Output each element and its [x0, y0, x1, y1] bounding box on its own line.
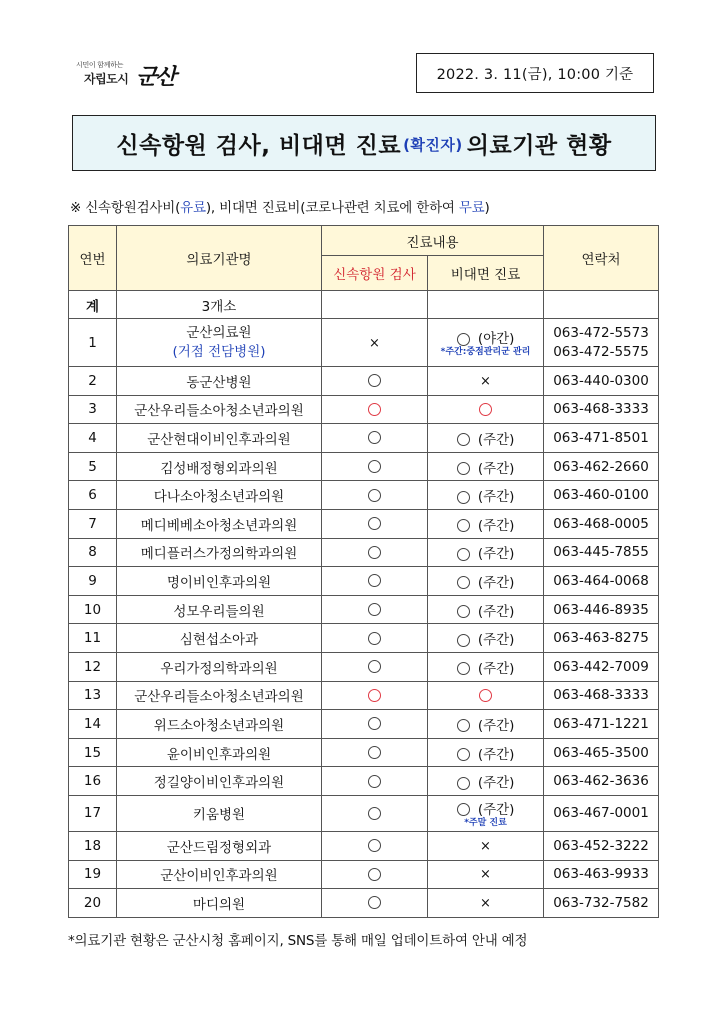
row-phone: 063-442-7009 — [544, 652, 659, 681]
row-phone: 063-463-8275 — [544, 624, 659, 653]
row-test — [322, 595, 428, 624]
row-name: 군산우리들소아청소년과의원 — [117, 395, 322, 424]
test-mark-circle — [368, 460, 381, 473]
row-remote — [428, 395, 544, 424]
test-mark-circle — [368, 546, 381, 559]
remote-mark-circle — [457, 719, 470, 732]
row-no: 20 — [69, 889, 117, 918]
remote-mark-circle — [457, 777, 470, 790]
row-name: 다나소아청소년과의원 — [117, 481, 322, 510]
row-name: 군산드림정형외과 — [117, 831, 322, 860]
remote-mark-circle — [457, 748, 470, 761]
row-no: 10 — [69, 595, 117, 624]
remote-mark-circle — [457, 333, 470, 346]
row-remote — [428, 831, 544, 860]
row-remote — [428, 367, 544, 396]
row-test — [322, 481, 428, 510]
remote-note: *주간:중점관리군 관리 — [440, 347, 531, 357]
row-no: 6 — [69, 481, 117, 510]
test-mark-circle — [368, 746, 381, 759]
row-test — [322, 831, 428, 860]
row-phone: 063-462-2660 — [544, 452, 659, 481]
row-phone: 063-465-3500 — [544, 738, 659, 767]
test-mark-circle — [368, 896, 381, 909]
row-phone: 063-468-3333 — [544, 395, 659, 424]
row-name: 동군산병원 — [117, 367, 322, 396]
row-test — [322, 710, 428, 739]
remote-mark-text: (주간) — [473, 746, 515, 763]
row-no: 5 — [69, 452, 117, 481]
row-phone: 063-446-8935 — [544, 595, 659, 624]
fee-note-paid: 유료 — [180, 200, 206, 216]
row-no: 1 — [69, 319, 117, 367]
row-remote — [428, 624, 544, 653]
test-mark-circle — [368, 660, 381, 673]
row-no: 4 — [69, 424, 117, 453]
table-row — [69, 509, 659, 538]
table-row — [69, 567, 659, 596]
remote-mark-text: (주간) — [473, 489, 515, 506]
test-mark-circle — [368, 574, 381, 587]
row-name: 위드소아청소년과의원 — [117, 710, 322, 739]
table-row — [69, 624, 659, 653]
total-count: 3개소 — [117, 291, 322, 319]
total-empty — [428, 291, 544, 319]
row-test — [322, 538, 428, 567]
row-name-sub: (거점 전담병원) — [172, 343, 266, 360]
test-mark-circle — [368, 632, 381, 645]
row-name: 군산우리들소아청소년과의원 — [117, 681, 322, 710]
row-remote — [428, 681, 544, 710]
test-mark-circle — [368, 839, 381, 852]
table-row — [69, 538, 659, 567]
remote-mark-text: (야간) — [473, 331, 515, 347]
fee-note-part: ), 비대면 진료비(코로나관련 치료에 한하여 — [205, 200, 459, 216]
row-phone: 063-460-0100 — [544, 481, 659, 510]
row-remote — [428, 889, 544, 918]
test-mark-circle — [368, 807, 381, 820]
total-label: 계 — [69, 291, 117, 319]
row-remote — [428, 424, 544, 453]
row-test — [322, 860, 428, 889]
row-remote — [428, 452, 544, 481]
total-empty — [322, 291, 428, 319]
row-remote — [428, 567, 544, 596]
header-test: 신속항원 검사 — [322, 256, 428, 291]
row-remote — [428, 710, 544, 739]
row-test — [322, 681, 428, 710]
row-phone: 063-463-9933 — [544, 860, 659, 889]
row-phone: 063-452-3222 — [544, 831, 659, 860]
remote-mark-text: (주간) — [473, 603, 515, 620]
remote-mark: × — [480, 373, 491, 389]
row-remote — [428, 538, 544, 567]
remote-mark-text: (주간) — [473, 801, 515, 818]
row-name — [117, 319, 322, 367]
remote-mark-text: (주간) — [473, 460, 515, 477]
table-row — [69, 710, 659, 739]
row-test — [322, 424, 428, 453]
remote-mark: × — [480, 838, 491, 854]
remote-note: *주말 진료 — [464, 817, 507, 828]
row-no: 14 — [69, 710, 117, 739]
logo-slogan: 시민이 함께하는 — [76, 61, 124, 69]
remote-mark-text: (주간) — [473, 632, 515, 649]
row-no: 11 — [69, 624, 117, 653]
remote-mark-text: (주간) — [473, 546, 515, 563]
row-remote — [428, 481, 544, 510]
remote-mark-circle — [457, 548, 470, 561]
row-phone: 063-471-1221 — [544, 710, 659, 739]
row-name: 윤이비인후과의원 — [117, 738, 322, 767]
row-phone: 063-464-0068 — [544, 567, 659, 596]
row-test — [322, 738, 428, 767]
header-group: 진료내용 — [322, 226, 544, 256]
phone-2: 063-472-5575 — [553, 343, 649, 360]
remote-mark-circle — [457, 519, 470, 532]
remote-mark-text: (주간) — [473, 775, 515, 792]
test-mark-circle — [368, 775, 381, 788]
table-row — [69, 595, 659, 624]
row-name: 키움병원 — [117, 795, 322, 831]
row-no: 7 — [69, 509, 117, 538]
phone-1: 063-472-5573 — [553, 324, 649, 341]
row-name: 심현섭소아과 — [117, 624, 322, 653]
row-name: 성모우리들의원 — [117, 595, 322, 624]
row-no: 19 — [69, 860, 117, 889]
row-test — [322, 567, 428, 596]
page-title — [72, 115, 656, 171]
row-no: 15 — [69, 738, 117, 767]
remote-mark: × — [480, 867, 491, 883]
logo-mark: 군산 — [136, 64, 175, 90]
test-mark-circle — [368, 689, 381, 702]
table-row — [69, 367, 659, 396]
row-no: 13 — [69, 681, 117, 710]
row-phone: 063-445-7855 — [544, 538, 659, 567]
table-row — [69, 681, 659, 710]
remote-mark-circle — [457, 803, 470, 816]
header-remote: 비대면 진료 — [428, 256, 544, 291]
remote-mark-circle — [457, 462, 470, 475]
remote-mark-text: (주간) — [473, 717, 515, 734]
row-remote — [428, 509, 544, 538]
table-row — [69, 831, 659, 860]
test-mark-circle — [368, 717, 381, 730]
city-logo — [72, 52, 192, 92]
row-name: 우리가정의학과의원 — [117, 652, 322, 681]
row-name: 군산이비인후과의원 — [117, 860, 322, 889]
row-name: 메디플러스가정의학과의원 — [117, 538, 322, 567]
row-remote — [428, 860, 544, 889]
table-row — [69, 395, 659, 424]
row-remote — [428, 795, 544, 831]
row-test — [322, 367, 428, 396]
remote-mark-circle — [479, 689, 492, 702]
test-mark-circle — [368, 374, 381, 387]
remote-mark-circle — [479, 403, 492, 416]
remote-mark-circle — [457, 576, 470, 589]
total-empty — [544, 291, 659, 319]
title-main: 신속항원 검사, 비대면 진료 — [116, 132, 402, 159]
row-name: 메디베베소아청소년과의원 — [117, 509, 322, 538]
remote-mark-circle — [457, 662, 470, 675]
remote-mark-circle — [457, 433, 470, 446]
logo-tagline: 자립도시 — [84, 72, 129, 86]
row-no: 3 — [69, 395, 117, 424]
title-highlight: (확진자) — [403, 135, 463, 154]
row-phone: 063-471-8501 — [544, 424, 659, 453]
row-no: 8 — [69, 538, 117, 567]
remote-mark-text: (주간) — [473, 517, 515, 534]
title-rest: 의료기관 현황 — [466, 132, 612, 159]
test-mark-circle — [368, 517, 381, 530]
table-row — [69, 481, 659, 510]
remote-mark-circle — [457, 634, 470, 647]
row-test — [322, 795, 428, 831]
total-row — [69, 291, 659, 319]
row-test — [322, 624, 428, 653]
table-row — [69, 889, 659, 918]
test-mark: × — [369, 335, 380, 351]
row-test — [322, 319, 428, 367]
row-no: 18 — [69, 831, 117, 860]
row-remote — [428, 595, 544, 624]
row-test — [322, 395, 428, 424]
remote-mark-circle — [457, 491, 470, 504]
reference-date: 2022. 3. 11(금), 10:00 기준 — [436, 66, 634, 83]
table-row — [69, 767, 659, 796]
row-name-main: 군산의료원 — [186, 324, 252, 341]
fee-note-free: 무료 — [458, 200, 485, 216]
row-phone: 063-467-0001 — [544, 795, 659, 831]
header-no: 연번 — [69, 226, 117, 291]
row-phone: 063-462-3636 — [544, 767, 659, 796]
row-phone: 063-468-0005 — [544, 509, 659, 538]
row-name: 명이비인후과의원 — [117, 567, 322, 596]
row-phone: 063-732-7582 — [544, 889, 659, 918]
table-row — [69, 424, 659, 453]
test-mark-circle — [368, 868, 381, 881]
header-name: 의료기관명 — [117, 226, 322, 291]
row-phone: 063-468-3333 — [544, 681, 659, 710]
table-row — [69, 452, 659, 481]
row-test — [322, 452, 428, 481]
footer-note: *의료기관 현황은 군산시청 홈페이지, SNS를 통해 매일 업데이트하여 안내 예정 — [68, 933, 528, 949]
row-no: 16 — [69, 767, 117, 796]
row-phone: 063-440-0300 — [544, 367, 659, 396]
row-name: 마디의원 — [117, 889, 322, 918]
table-row — [69, 795, 659, 831]
row-test — [322, 509, 428, 538]
row-remote — [428, 319, 544, 367]
test-mark-circle — [368, 403, 381, 416]
row-test — [322, 652, 428, 681]
row-no: 2 — [69, 367, 117, 396]
remote-mark-text: (주간) — [473, 431, 515, 448]
row-name: 김성배정형외과의원 — [117, 452, 322, 481]
row-remote — [428, 652, 544, 681]
fee-note — [70, 196, 490, 216]
date-box — [416, 53, 654, 93]
row-test — [322, 767, 428, 796]
row-test — [322, 889, 428, 918]
test-mark-circle — [368, 489, 381, 502]
row-name: 군산현대이비인후과의원 — [117, 424, 322, 453]
table-row — [69, 738, 659, 767]
row-remote — [428, 767, 544, 796]
row-remote — [428, 738, 544, 767]
table-row — [69, 860, 659, 889]
remote-mark: × — [480, 895, 491, 911]
header-contact: 연락처 — [544, 226, 659, 291]
row-no: 12 — [69, 652, 117, 681]
test-mark-circle — [368, 603, 381, 616]
table-row — [69, 652, 659, 681]
remote-mark-text: (주간) — [473, 574, 515, 591]
fee-note-part: ※ 신속항원검사비( — [70, 200, 181, 216]
clinic-table — [68, 225, 659, 918]
fee-note-part: ) — [484, 200, 490, 216]
row-no: 9 — [69, 567, 117, 596]
table-row — [69, 319, 659, 367]
row-phone — [544, 319, 659, 367]
row-name: 정길양이비인후과의원 — [117, 767, 322, 796]
row-no: 17 — [69, 795, 117, 831]
remote-mark-circle — [457, 605, 470, 618]
test-mark-circle — [368, 431, 381, 444]
remote-mark-text: (주간) — [473, 660, 515, 677]
